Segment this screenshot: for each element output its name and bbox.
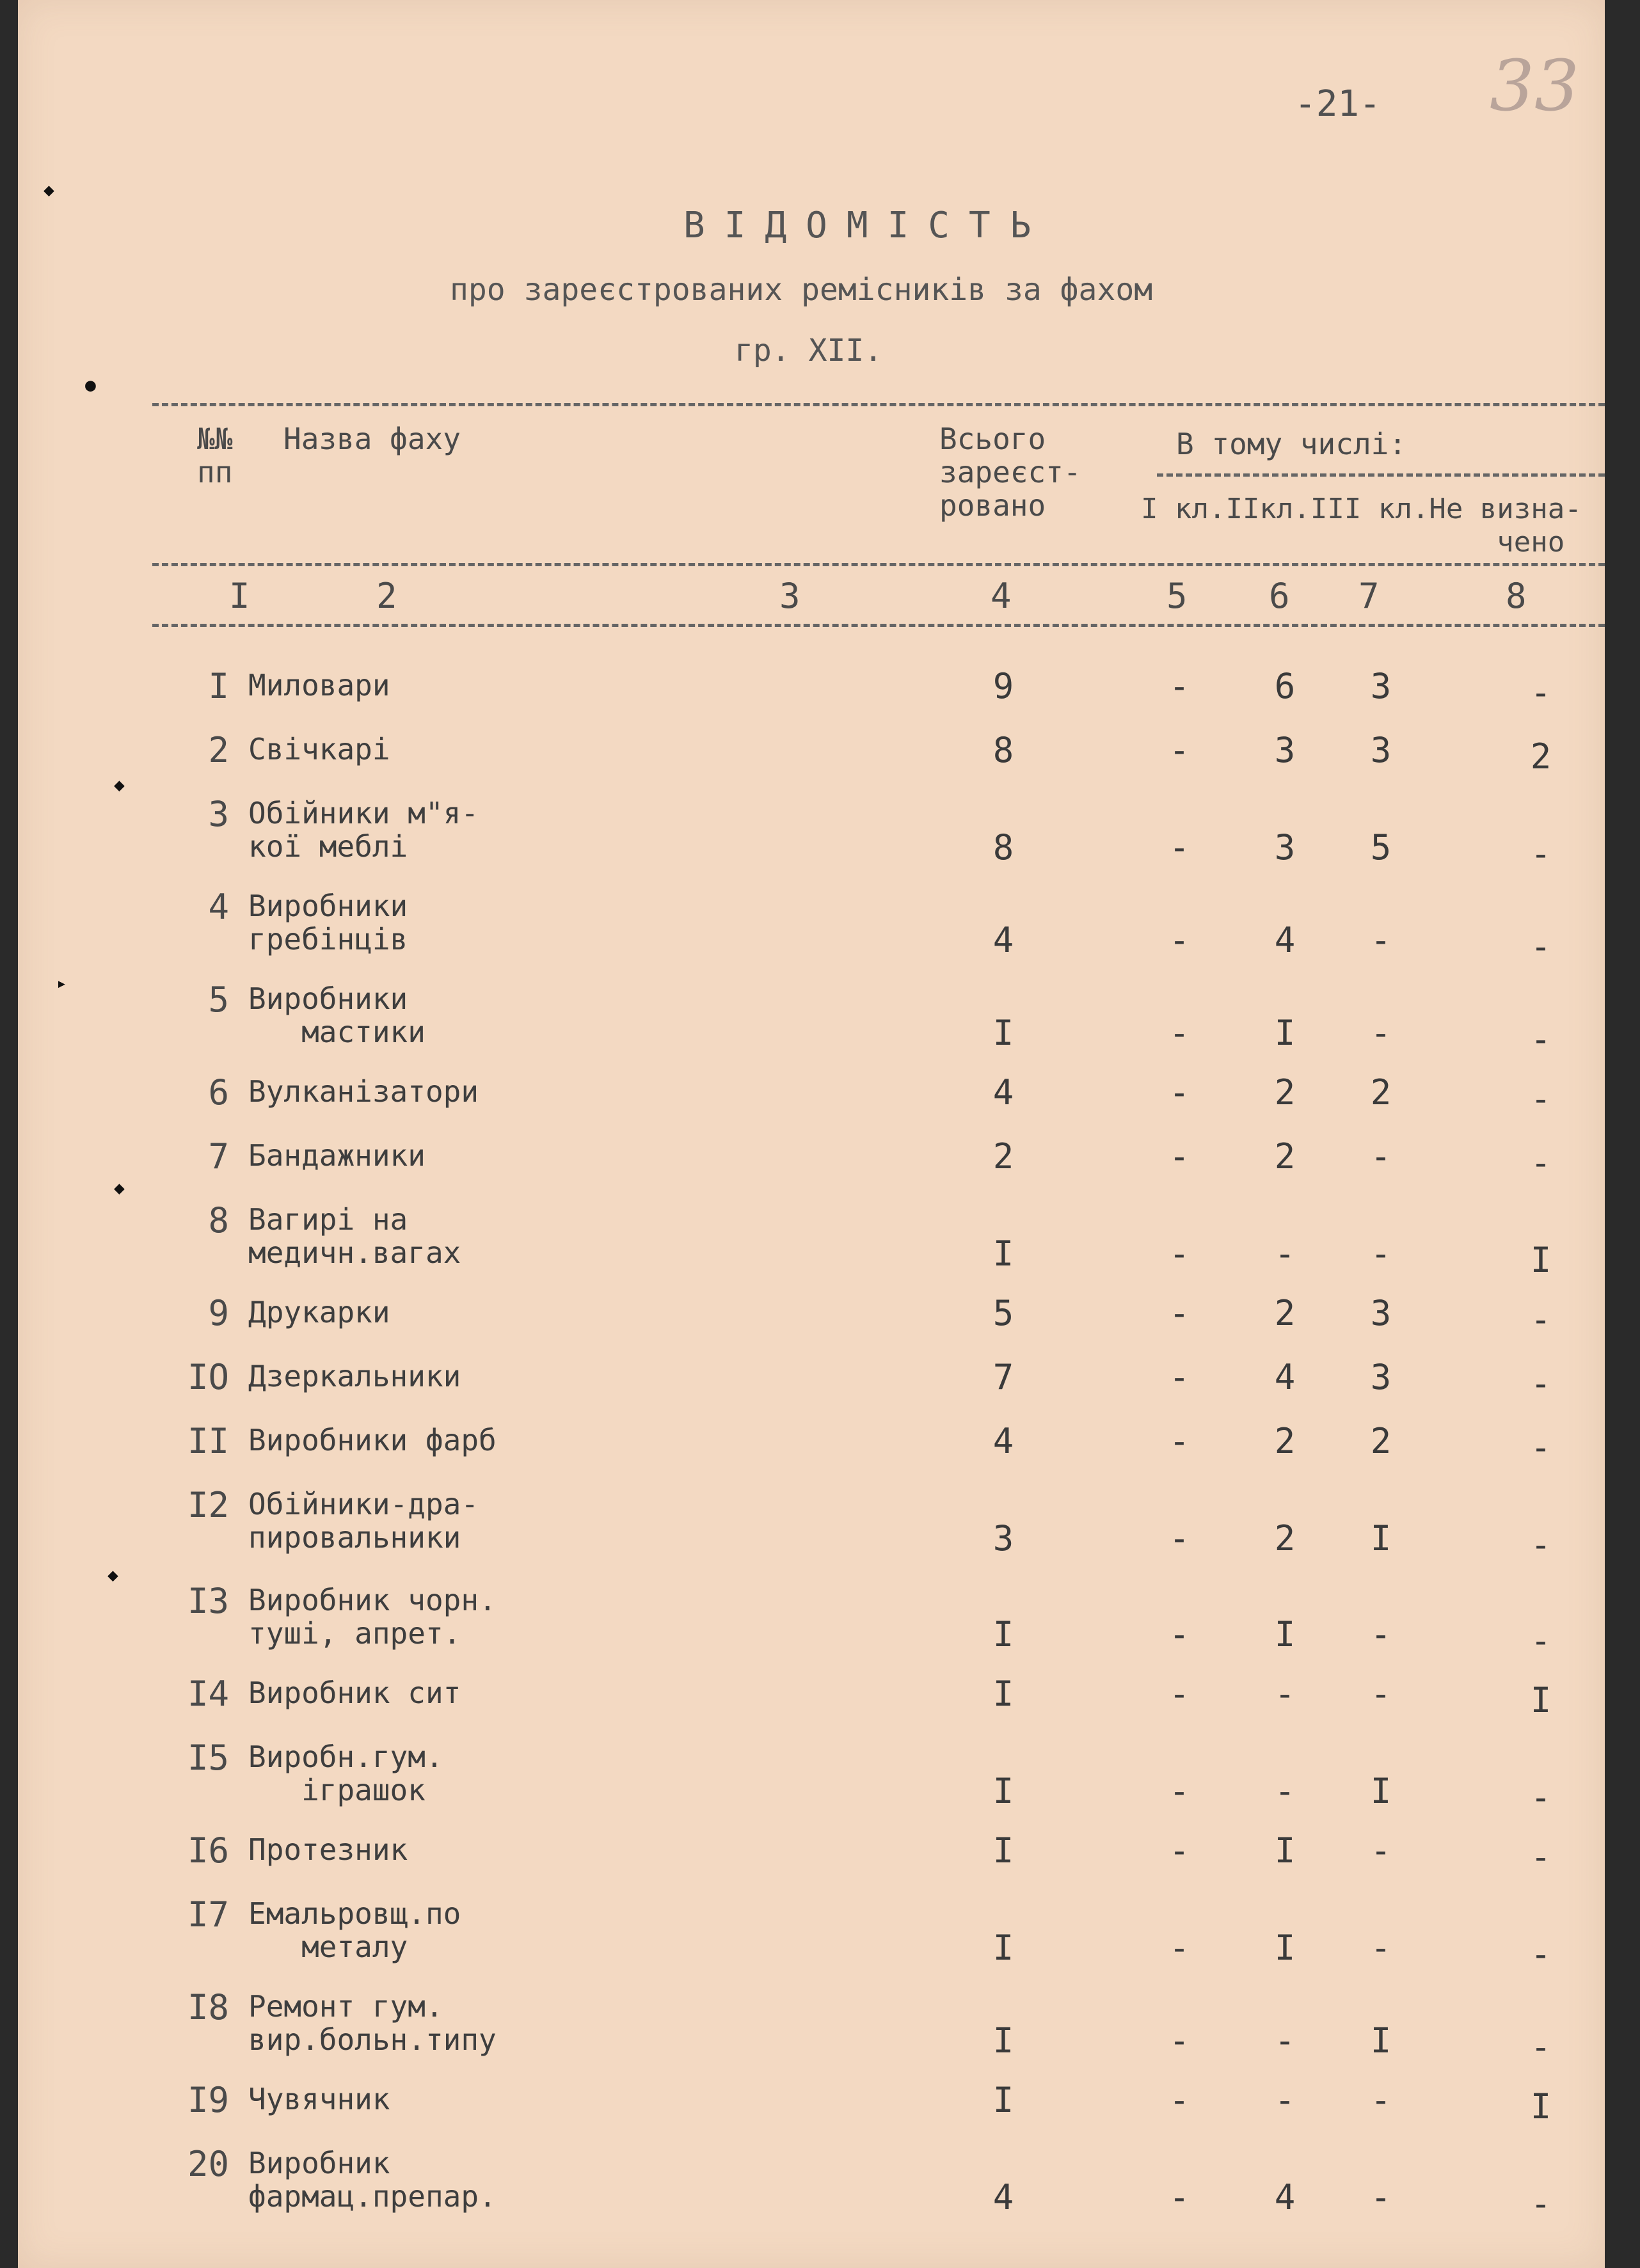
- document-subtitle: про зареєстрованих ремісників за фахом: [450, 272, 1153, 308]
- header-bottom-rule: [152, 563, 1605, 566]
- row-class-2: I: [1274, 1614, 1296, 1654]
- row-not-determined: -: [1530, 1621, 1552, 1661]
- row-class-2: I: [1274, 1013, 1296, 1053]
- colnum-4: 4: [991, 576, 1012, 616]
- row-not-determined: I: [1530, 1680, 1552, 1720]
- row-class-3: -: [1370, 920, 1392, 960]
- row-class-3: 3: [1370, 666, 1392, 706]
- row-class-2: 2: [1274, 1072, 1296, 1113]
- document-page: [18, 0, 1605, 2268]
- row-class-1: -: [1168, 1518, 1190, 1558]
- row-profession-name: Протезник: [248, 1832, 408, 1867]
- colnum-7: 7: [1358, 576, 1380, 616]
- row-not-determined: -: [1530, 1299, 1552, 1340]
- margin-mark: ▸: [56, 972, 67, 994]
- row-class-3: 3: [1370, 1293, 1392, 1333]
- row-class-1: -: [1168, 1357, 1190, 1397]
- row-class-2: -: [1274, 1233, 1296, 1274]
- document-title: ВІДОМІСТЬ: [683, 205, 1051, 246]
- header-col-no: №№ пп: [197, 422, 233, 489]
- row-number: I3: [187, 1581, 229, 1621]
- row-not-determined: -: [1530, 1837, 1552, 1877]
- subheader-rule: [1157, 473, 1605, 477]
- row-profession-name: Ремонт гум. вир.больн.типу: [248, 1989, 497, 2057]
- colnum-8: 8: [1506, 576, 1527, 616]
- row-profession-name: Чувячник: [248, 2082, 390, 2116]
- row-profession-name: Обійники м"я- кої меблі: [248, 796, 479, 864]
- row-class-2: -: [1274, 2080, 1296, 2120]
- row-total-registered: I: [992, 2020, 1014, 2061]
- row-class-3: 3: [1370, 730, 1392, 770]
- row-number: 7: [208, 1136, 229, 1177]
- margin-mark: ◆: [114, 774, 125, 795]
- row-not-determined: -: [1530, 1525, 1552, 1565]
- row-class-1: -: [1168, 1421, 1190, 1461]
- row-class-1: -: [1168, 1674, 1190, 1714]
- row-class-3: 2: [1370, 1421, 1392, 1461]
- row-profession-name: Миловари: [248, 668, 390, 702]
- row-class-3: -: [1370, 1928, 1392, 1968]
- row-class-2: I: [1274, 1830, 1296, 1871]
- row-class-1: -: [1168, 1233, 1190, 1274]
- row-class-2: 3: [1274, 827, 1296, 868]
- row-class-3: I: [1370, 1518, 1392, 1558]
- row-not-determined: I: [1530, 2086, 1552, 2127]
- numbers-bottom-rule: [152, 624, 1605, 627]
- row-class-2: 2: [1274, 1136, 1296, 1177]
- row-class-3: -: [1370, 1013, 1392, 1053]
- row-total-registered: 4: [992, 1421, 1014, 1461]
- colnum-2: 2: [376, 576, 397, 616]
- row-class-1: -: [1168, 1072, 1190, 1113]
- row-class-3: -: [1370, 1136, 1392, 1177]
- row-class-1: -: [1168, 2080, 1190, 2120]
- row-not-determined: -: [1530, 2184, 1552, 2224]
- row-number: 3: [208, 794, 229, 834]
- row-not-determined: -: [1530, 1143, 1552, 1183]
- row-profession-name: Вулканізатори: [248, 1074, 479, 1109]
- row-total-registered: I: [992, 1233, 1014, 1274]
- row-profession-name: Виробники мастики: [248, 981, 426, 1049]
- row-number: 20: [187, 2144, 229, 2184]
- row-number: 4: [208, 887, 229, 927]
- row-class-3: -: [1370, 1830, 1392, 1871]
- row-class-2: 2: [1274, 1518, 1296, 1558]
- row-class-1: -: [1168, 1013, 1190, 1053]
- row-class-1: -: [1168, 1614, 1190, 1654]
- row-class-3: I: [1370, 2020, 1392, 2061]
- row-total-registered: I: [992, 1928, 1014, 1968]
- row-profession-name: Емальровщ.по металу: [248, 1896, 461, 1964]
- row-class-1: -: [1168, 827, 1190, 868]
- row-profession-name: Бандажники: [248, 1138, 426, 1173]
- row-class-2: 3: [1274, 730, 1296, 770]
- row-class-2: 2: [1274, 1421, 1296, 1461]
- row-not-determined: 2: [1530, 736, 1552, 777]
- row-class-1: -: [1168, 1293, 1190, 1333]
- row-profession-name: Друкарки: [248, 1295, 390, 1329]
- row-class-1: -: [1168, 920, 1190, 960]
- row-number: I7: [187, 1894, 229, 1935]
- colnum-3: 3: [779, 576, 800, 616]
- row-not-determined: -: [1530, 1019, 1552, 1059]
- row-number: I5: [187, 1738, 229, 1778]
- header-col-name: Назва фаху: [283, 422, 461, 456]
- row-total-registered: 4: [992, 920, 1014, 960]
- row-number: 2: [208, 730, 229, 770]
- margin-mark: ◆: [44, 179, 54, 200]
- row-class-3: 3: [1370, 1357, 1392, 1397]
- row-number: I: [208, 666, 229, 706]
- row-not-determined: I: [1530, 1240, 1552, 1280]
- row-class-1: -: [1168, 1771, 1190, 1811]
- row-not-determined: -: [1530, 1079, 1552, 1119]
- row-total-registered: 8: [992, 827, 1014, 868]
- row-total-registered: I: [992, 2080, 1014, 2120]
- header-top-rule: [152, 403, 1605, 406]
- row-number: 9: [208, 1293, 229, 1333]
- row-class-3: I: [1370, 1771, 1392, 1811]
- row-class-3: -: [1370, 2080, 1392, 2120]
- row-class-1: -: [1168, 2020, 1190, 2061]
- row-not-determined: -: [1530, 2027, 1552, 2067]
- row-not-determined: -: [1530, 1363, 1552, 1404]
- row-total-registered: 4: [992, 1072, 1014, 1113]
- row-total-registered: I: [992, 1013, 1014, 1053]
- row-total-registered: I: [992, 1614, 1014, 1654]
- row-not-determined: -: [1530, 672, 1552, 713]
- row-number: I9: [187, 2080, 229, 2120]
- row-number: IO: [187, 1357, 229, 1397]
- row-profession-name: Виробник чорн. туші, апрет.: [248, 1583, 497, 1651]
- row-class-1: -: [1168, 1136, 1190, 1177]
- row-number: I8: [187, 1987, 229, 2027]
- row-total-registered: 2: [992, 1136, 1014, 1177]
- header-col-classes: I кл.IIкл.III кл.Не визна- чено: [1141, 493, 1582, 559]
- row-class-3: -: [1370, 1674, 1392, 1714]
- page-number: -21-: [1294, 83, 1381, 125]
- row-number: I6: [187, 1830, 229, 1871]
- row-number: 8: [208, 1200, 229, 1241]
- row-class-1: -: [1168, 2177, 1190, 2217]
- row-class-1: -: [1168, 1928, 1190, 1968]
- row-class-2: 4: [1274, 920, 1296, 960]
- row-profession-name: Виробник сит: [248, 1676, 461, 1710]
- row-class-2: -: [1274, 1674, 1296, 1714]
- margin-mark: ◆: [107, 1564, 118, 1585]
- colnum-6: 6: [1269, 576, 1290, 616]
- row-profession-name: Вагирі на медичн.вагах: [248, 1202, 461, 1270]
- row-class-2: -: [1274, 2020, 1296, 2061]
- row-profession-name: Обійники-дра- пировальники: [248, 1487, 479, 1555]
- row-not-determined: -: [1530, 1427, 1552, 1468]
- header-col-including: В тому числі:: [1176, 427, 1407, 461]
- row-number: II: [187, 1421, 229, 1461]
- row-class-2: 2: [1274, 1293, 1296, 1333]
- row-class-2: 4: [1274, 1357, 1296, 1397]
- row-total-registered: I: [992, 1674, 1014, 1714]
- row-profession-name: Виробники фарб: [248, 1423, 497, 1457]
- row-profession-name: Дзеркальники: [248, 1359, 461, 1393]
- row-class-3: 5: [1370, 827, 1392, 868]
- row-number: I4: [187, 1674, 229, 1714]
- row-profession-name: Свічкарі: [248, 732, 390, 766]
- row-total-registered: 5: [992, 1293, 1014, 1333]
- row-class-3: -: [1370, 1614, 1392, 1654]
- margin-mark: ●: [85, 374, 96, 395]
- row-class-2: 4: [1274, 2177, 1296, 2217]
- row-class-2: I: [1274, 1928, 1296, 1968]
- row-class-1: -: [1168, 1830, 1190, 1871]
- row-class-2: 6: [1274, 666, 1296, 706]
- row-number: 6: [208, 1072, 229, 1113]
- row-not-determined: -: [1530, 1934, 1552, 1974]
- row-total-registered: I: [992, 1771, 1014, 1811]
- row-total-registered: 8: [992, 730, 1014, 770]
- colnum-5: 5: [1166, 576, 1188, 616]
- row-total-registered: 7: [992, 1357, 1014, 1397]
- group-label: гр. XII.: [735, 333, 883, 369]
- row-total-registered: 3: [992, 1518, 1014, 1558]
- row-profession-name: Виробники гребінців: [248, 889, 408, 956]
- colnum-1: I: [229, 576, 250, 616]
- row-class-1: -: [1168, 730, 1190, 770]
- row-not-determined: -: [1530, 926, 1552, 967]
- archive-number-handwritten: 33: [1490, 45, 1579, 127]
- row-total-registered: 4: [992, 2177, 1014, 2217]
- row-class-3: -: [1370, 1233, 1392, 1274]
- row-not-determined: -: [1530, 1777, 1552, 1818]
- row-class-3: -: [1370, 2177, 1392, 2217]
- row-number: 5: [208, 979, 229, 1020]
- row-total-registered: I: [992, 1830, 1014, 1871]
- row-profession-name: Виробник фармац.препар.: [248, 2146, 497, 2214]
- row-number: I2: [187, 1485, 229, 1525]
- row-class-1: -: [1168, 666, 1190, 706]
- margin-mark: ◆: [114, 1177, 125, 1198]
- row-profession-name: Виробн.гум. іграшок: [248, 1740, 443, 1807]
- row-not-determined: -: [1530, 834, 1552, 874]
- row-total-registered: 9: [992, 666, 1014, 706]
- row-class-2: -: [1274, 1771, 1296, 1811]
- row-class-3: 2: [1370, 1072, 1392, 1113]
- header-col-total: Всього зареєст- ровано: [939, 422, 1081, 523]
